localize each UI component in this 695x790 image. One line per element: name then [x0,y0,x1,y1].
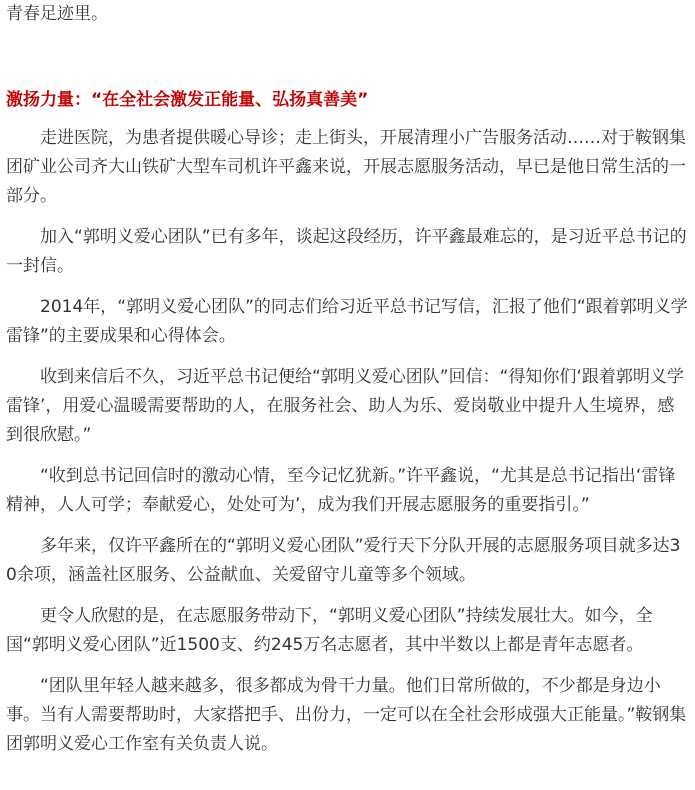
paragraph-spacer [6,450,689,462]
paragraph-5: “收到总书记回信时的激动心情，至今记忆犹新。”许平鑫说，“尤其是总书记指出‘雷锋精神，人人可学；奉献爱心，处处可为’，成为我们开展志愿服务的重要指引。” [6,466,676,515]
paragraph-spacer [6,520,689,532]
paragraph-spacer [6,351,689,363]
section-spacer [6,29,689,87]
paragraph-3: 2014年，“郭明义爱心团队”的同志们给习近平总书记写信，汇报了他们“跟着郭明义学雷锋”的主要成果和心得体会。 [6,297,688,346]
paragraph-1: 走进医院，为患者提供暖心导诊；走上街头，开展清理小广告服务活动……对于鞍钢集团矿业公司齐大山铁矿大型车司机许平鑫来说，开展志愿服务活动，早已是他日常生活的一部分。 [6,128,686,206]
lead-paragraph-tail: 青春足迹里。 [6,4,108,24]
paragraph-8: “团队里年轻人越来越多，很多都成为骨干力量。他们日常所做的，不少都是身边小事。当有人需要帮助时，大家搭把手、出份力，一定可以在全社会形成强大正能量。”鞍钢集团郭明义爱心工作室有关负责人说。 [6,676,687,754]
paragraph-spacer [6,660,689,672]
paragraph-spacer [6,115,689,124]
paragraph-spacer [6,281,689,293]
paragraph-6: 多年来，仅许平鑫所在的“郭明义爱心团队”爱行天下分队开展的志愿服务项目就多达30余项，涵盖社区服务、公益献血、关爱留守儿童等多个领域。 [6,536,681,585]
paragraph-spacer [6,590,689,602]
paragraph-2: 加入“郭明义爱心团队”已有多年，谈起这段经历，许平鑫最难忘的，是习近平总书记的一封信。 [6,227,687,276]
paragraph-7: 更令人欣慰的是，在志愿服务带动下，“郭明义爱心团队”持续发展壮大。如今，全国“郭明义爱心团队”近1500支、约245万名志愿者，其中半数以上都是青年志愿者。 [6,606,653,655]
paragraph-4: 收到来信后不久，习近平总书记便给“郭明义爱心团队”回信：“得知你们‘跟着郭明义学雷锋’，用爱心温暖需要帮助的人，在服务社会、助人为乐、爱岗敬业中提升人生境界，感到很欣慰。” [6,367,684,445]
section-heading: 激扬力量：“在全社会激发正能量、弘扬真善美” [6,90,369,110]
paragraph-spacer [6,211,689,223]
